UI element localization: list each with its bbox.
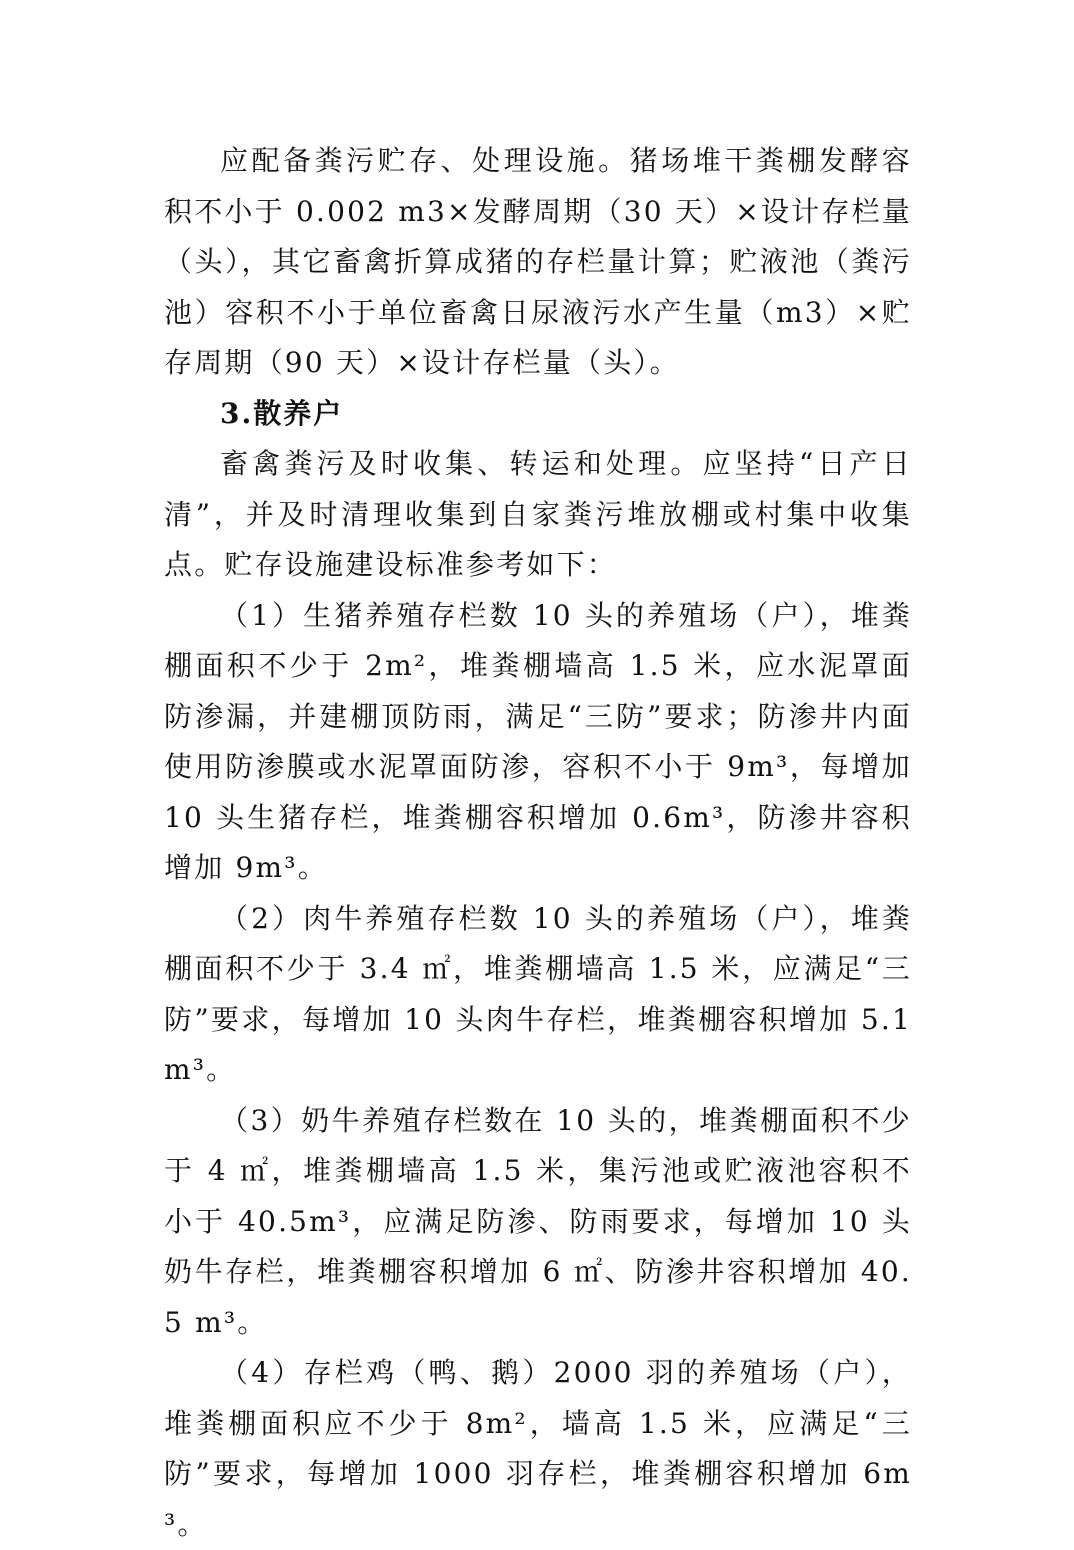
paragraph-item-poultry: （4）存栏鸡（鸭、鹅）2000 羽的养殖场（户），堆粪棚面积应不少于 8m²，墙高 1.5 米，应满足“三防”要求，每增加 1000 羽存栏，堆粪棚容积增加 6m³。 <box>164 1356 912 1541</box>
paragraph-collection: 畜禽粪污及时收集、转运和处理。应坚持“日产日清”，并及时清理收集到自家粪污堆放棚或村集中收集点。贮存设施建设标准参考如下： <box>164 447 912 581</box>
paragraph-item-pigs: （1）生猪养殖存栏数 10 头的养殖场（户），堆粪棚面积不少于 2m²，堆粪棚墙高 1.5 米，应水泥罩面防渗漏，并建棚顶防雨，满足“三防”要求；防渗井内面使用防渗膜或水泥罩面防渗，容积不小于 9m³，每增加 10 头生猪存栏，堆粪棚容积增加 0.6m³，防渗井容积增加 9m³。 <box>164 598 912 884</box>
section-heading-smallholders: 3.散养户 <box>220 396 344 430</box>
paragraph-item-beef-cattle: （2）肉牛养殖存栏数 10 头的养殖场（户），堆粪棚面积不少于 3.4 ㎡，堆粪棚墙高 1.5 米，应满足“三防”要求，每增加 10 头肉牛存栏，堆粪棚容积增加 5.1m³。 <box>164 901 912 1086</box>
paragraph-storage-requirements: 应配备粪污贮存、处理设施。猪场堆干粪棚发酵容积不小于 0.002 m3×发酵周期（30 天）×设计存栏量（头），其它畜禽折算成猪的存栏量计算；贮液池（粪污池）容积不小于单位畜禽日尿液污水产生量（m3）×贮存周期（90 天）×设计存栏量（头）。 <box>164 144 912 379</box>
paragraph-item-dairy-cattle: （3）奶牛养殖存栏数在 10 头的，堆粪棚面积不少于 4 ㎡，堆粪棚墙高 1.5 米，集污池或贮液池容积不小于 40.5m³，应满足防渗、防雨要求，每增加 10 头奶牛存栏，堆粪棚容积增加 6 ㎡、防渗井容积增加 40.5 m³。 <box>164 1103 912 1339</box>
document-page <box>164 136 912 1550</box>
